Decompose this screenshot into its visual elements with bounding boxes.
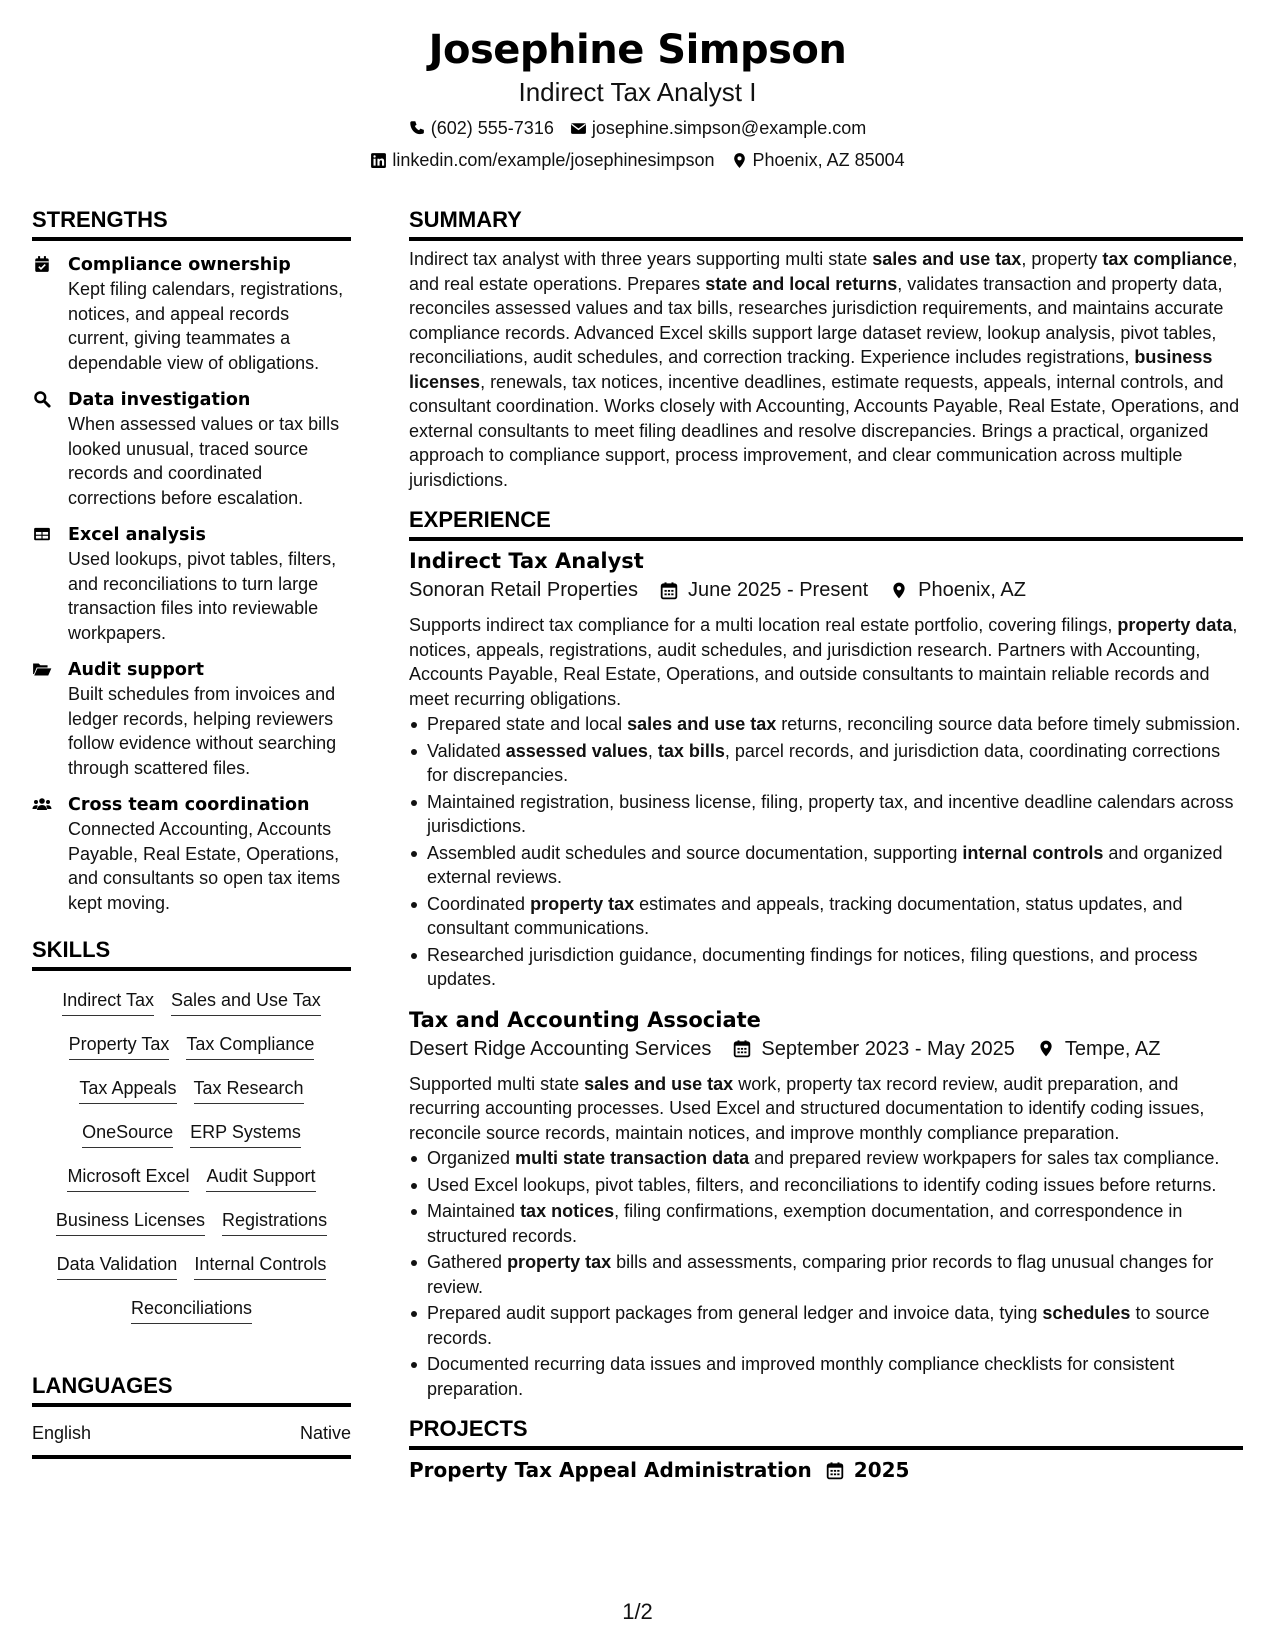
segment-text: work, property tax record review, audit preparation, and recurring accounting processes. Used Excel and structured documentation to identify coding issues, reconcile source records, maintain notices, and improve monthly compliance preparation.	[409, 1073, 1205, 1143]
role-meta	[409, 575, 1243, 605]
strength-title: Data investigation	[68, 390, 251, 410]
segment-emphasis: state and local returns	[705, 273, 898, 294]
segment-text: , and real estate operations. Prepares	[409, 249, 1238, 294]
project-year: 2025	[853, 1458, 910, 1482]
bullet-text: , parcel records, and jurisdiction data, coordinating corrections for discrepancies.	[427, 740, 1221, 785]
segment-text: , notices, appeals, registrations, audit schedules, and jurisdiction research. Partners with Accounting, Accounts Payable, Real Estate, Operations, and outside consultants to maintain reliable records and meet recurring obligations.	[409, 615, 1238, 709]
bullet-text: Prepared audit support packages from general ledger and invoice data, tying	[427, 1303, 1043, 1323]
strength-description: Built schedules from invoices and ledger records, helping reviewers follow evidence without searching through scattered files.	[68, 684, 337, 778]
candidate-name: Josephine Simpson	[428, 27, 847, 73]
project-entry	[409, 1456, 1243, 1484]
bullet-text: Researched jurisdiction guidance, documenting findings for notices, filing questions, and process updates.	[427, 944, 1198, 989]
language-row	[32, 1413, 351, 1459]
experience-heading: EXPERIENCE	[409, 506, 1243, 541]
bullet-emphasis: internal controls	[962, 842, 1104, 863]
role-title: Tax and Accounting Associate	[409, 1007, 761, 1032]
location-text: Phoenix, AZ 85004	[752, 150, 905, 170]
skill-tag: Audit Support	[206, 1162, 315, 1192]
company-name: Desert Ridge Accounting Services	[409, 1037, 712, 1060]
projects-heading: PROJECTS	[409, 1415, 1243, 1450]
bullet-item	[409, 1146, 1243, 1171]
segment-text: Supports indirect tax compliance for a multi location real estate portfolio, covering filings,	[409, 615, 1118, 635]
bullet-text: , filing confirmations, exemption documentation, and correspondence in structured records.	[427, 1201, 1183, 1246]
table-icon	[32, 525, 52, 543]
map-pin-icon	[1037, 1039, 1055, 1058]
bullet-item	[409, 712, 1243, 737]
skill-tag: OneSource	[82, 1118, 173, 1148]
strength-title: Compliance ownership	[68, 255, 291, 275]
phone-text: (602) 555-7316	[430, 118, 554, 138]
segment-text: , renewals, tax notices, incentive deadlines, estimate requests, appeals, internal controls, and consultant coordination. Works closely with Accounting, Accounts Payable, Real Estate, Operations, and external consultants to meet filing deadlines and resolve discrepancies. Brings a practical, organized approach to compliance support, process improvement, and clear communication across multiple jurisdictions.	[409, 371, 1240, 490]
bullet-text: Used Excel lookups, pivot tables, filters, and reconciliations to identify coding issues before returns.	[427, 1174, 1217, 1195]
linkedin-icon	[370, 152, 387, 169]
folder-open-icon	[32, 660, 52, 678]
summary-text	[409, 247, 1243, 492]
bullet-item	[409, 1301, 1243, 1350]
resume-header	[0, 24, 1275, 172]
envelope-icon	[570, 120, 587, 137]
bullet-text: and organized external reviews.	[427, 842, 1223, 887]
project-title: Property Tax Appeal Administration	[409, 1458, 812, 1482]
strength-title: Audit support	[68, 660, 204, 680]
calendar-icon	[660, 581, 678, 600]
languages-heading: LANGUAGES	[32, 1372, 351, 1407]
bullet-emphasis: assessed values	[505, 740, 648, 761]
segment-text: Indirect tax analyst with three years supporting multi state	[409, 249, 873, 269]
bullet-item	[409, 841, 1243, 890]
skill-tag: Reconciliations	[131, 1294, 252, 1324]
skill-tag: Internal Controls	[194, 1250, 326, 1280]
strength-description: Used lookups, pivot tables, filters, and reconciliations to turn large transaction files into reviewable workpapers.	[68, 549, 337, 643]
experience-entry	[409, 1006, 1243, 1402]
bullet-text: Coordinated	[427, 893, 531, 914]
skill-tag: Data Validation	[57, 1250, 178, 1280]
bullet-item	[409, 790, 1243, 839]
role-location: Phoenix, AZ	[918, 579, 1026, 601]
bullet-text: Organized	[427, 1148, 516, 1168]
bullet-emphasis: tax bills	[657, 740, 725, 761]
skill-tag: Tax Appeals	[79, 1074, 176, 1104]
users-icon	[32, 795, 52, 813]
role-bullets	[409, 712, 1243, 992]
role-description	[409, 613, 1243, 711]
skill-tag: Property Tax	[69, 1030, 170, 1060]
strength-item	[32, 658, 351, 780]
bullet-emphasis: tax notices	[520, 1201, 615, 1221]
skill-tag: Tax Compliance	[186, 1030, 314, 1060]
bullet-text: Prepared state and local	[427, 714, 628, 734]
skill-tag: Sales and Use Tax	[171, 986, 321, 1016]
skill-tag: Indirect Tax	[62, 986, 154, 1016]
bullet-item	[409, 739, 1243, 788]
bullet-emphasis: sales and use tax	[627, 714, 777, 734]
left-column	[32, 206, 351, 1459]
skills-heading: SKILLS	[32, 936, 351, 971]
bullet-text: to source records.	[427, 1303, 1210, 1348]
map-pin-icon	[731, 152, 748, 169]
bullet-text: and prepared review workpapers for sales tax compliance.	[749, 1148, 1220, 1168]
right-column	[409, 206, 1243, 1484]
strength-item	[32, 388, 351, 510]
role-meta	[409, 1034, 1243, 1064]
role-title: Indirect Tax Analyst	[409, 549, 644, 573]
segment-emphasis: sales and use tax	[584, 1073, 734, 1094]
calendar-check-icon	[32, 255, 52, 273]
email-contact[interactable]	[570, 116, 866, 140]
segment-emphasis: tax compliance	[1102, 249, 1233, 269]
search-icon	[32, 390, 52, 408]
bullet-item	[409, 1199, 1243, 1248]
bullet-item	[409, 892, 1243, 941]
role-description	[409, 1072, 1243, 1146]
bullet-text: Maintained	[427, 1201, 521, 1221]
page-number: 1/2	[622, 1599, 653, 1624]
calendar-icon	[733, 1039, 751, 1058]
bullet-emphasis: schedules	[1042, 1303, 1131, 1323]
strength-title: Cross team coordination	[68, 795, 310, 815]
bullet-item	[409, 1173, 1243, 1198]
role-dates: September 2023 - May 2025	[761, 1037, 1015, 1060]
bullet-text: returns, reconciling source data before timely submission.	[776, 714, 1241, 734]
contact-row-1	[0, 116, 1275, 140]
bullet-text: Gathered	[427, 1252, 508, 1272]
segment-text: , property	[1021, 249, 1103, 269]
strength-item	[32, 793, 351, 915]
bullet-text: ,	[647, 740, 658, 761]
strength-item	[32, 523, 351, 645]
skills-list	[32, 983, 351, 1324]
skill-tag: Microsoft Excel	[67, 1162, 189, 1192]
segment-emphasis: property data	[1117, 615, 1233, 635]
email-text: josephine.simpson@example.com	[591, 118, 867, 138]
calendar-icon	[826, 1461, 844, 1480]
company-name: Sonoran Retail Properties	[409, 579, 639, 601]
bullet-item	[409, 1352, 1243, 1401]
summary-heading: SUMMARY	[409, 206, 1243, 241]
bullet-item	[409, 943, 1243, 992]
bullet-emphasis: property tax	[507, 1252, 612, 1272]
strength-description: When assessed values or tax bills looked unusual, traced source records and coordinated corrections before escalation.	[68, 414, 340, 508]
skill-tag: Registrations	[222, 1206, 327, 1236]
segment-emphasis: sales and use tax	[872, 249, 1022, 269]
location-contact	[731, 148, 905, 172]
strength-item	[32, 253, 351, 375]
role-dates: June 2025 - Present	[688, 579, 869, 601]
bullet-text: estimates and appeals, tracking documentation, status updates, and consultant communications.	[427, 893, 1183, 938]
role-location: Tempe, AZ	[1064, 1037, 1161, 1060]
bullet-emphasis: multi state transaction data	[515, 1148, 750, 1168]
bullet-text: bills and assessments, comparing prior records to flag unusual changes for review.	[427, 1252, 1214, 1297]
role-bullets	[409, 1146, 1243, 1401]
bullet-text: Maintained registration, business license, filing, property tax, and incentive deadline calendars across jurisdictions.	[427, 791, 1234, 836]
linkedin-text: linkedin.com/example/josephinesimpson	[392, 150, 715, 170]
strength-description: Kept filing calendars, registrations, notices, and appeal records current, giving teammates a dependable view of obligations.	[68, 279, 344, 373]
candidate-title: Indirect Tax Analyst I	[518, 77, 757, 107]
language-level: Native	[299, 1423, 351, 1443]
strength-title: Excel analysis	[68, 525, 206, 545]
segment-text: Supported multi state	[409, 1073, 585, 1094]
bullet-item	[409, 1250, 1243, 1299]
contact-row-2	[0, 148, 1275, 172]
skill-tag: Business Licenses	[56, 1206, 205, 1236]
bullet-emphasis: property tax	[530, 893, 635, 914]
strengths-heading: STRENGTHS	[32, 206, 351, 241]
skill-tag: Tax Research	[194, 1074, 304, 1104]
language-name: English	[32, 1423, 92, 1443]
experience-entry	[409, 547, 1243, 992]
bullet-text: Documented recurring data issues and improved monthly compliance checklists for consistent preparation.	[427, 1354, 1175, 1399]
phone-icon	[409, 120, 426, 137]
phone-contact	[409, 116, 554, 140]
segment-emphasis: business licenses	[409, 347, 1213, 392]
linkedin-contact[interactable]	[370, 148, 714, 172]
bullet-text: Assembled audit schedules and source documentation, supporting	[427, 842, 963, 863]
strength-description: Connected Accounting, Accounts Payable, Real Estate, Operations, and consultants so open tax items kept moving.	[68, 819, 341, 913]
bullet-text: Validated	[427, 740, 506, 761]
map-pin-icon	[890, 581, 908, 600]
skill-tag: ERP Systems	[190, 1118, 301, 1148]
segment-text: , validates transaction and property data, reconciles assessed values and tax bills, researches jurisdiction requirements, and maintains accurate compliance records. Advanced Excel skills support large dataset review, lookup analysis, pivot tables, reconciliations, audit schedules, and correction tracking. Experience includes registrations,	[409, 273, 1224, 367]
